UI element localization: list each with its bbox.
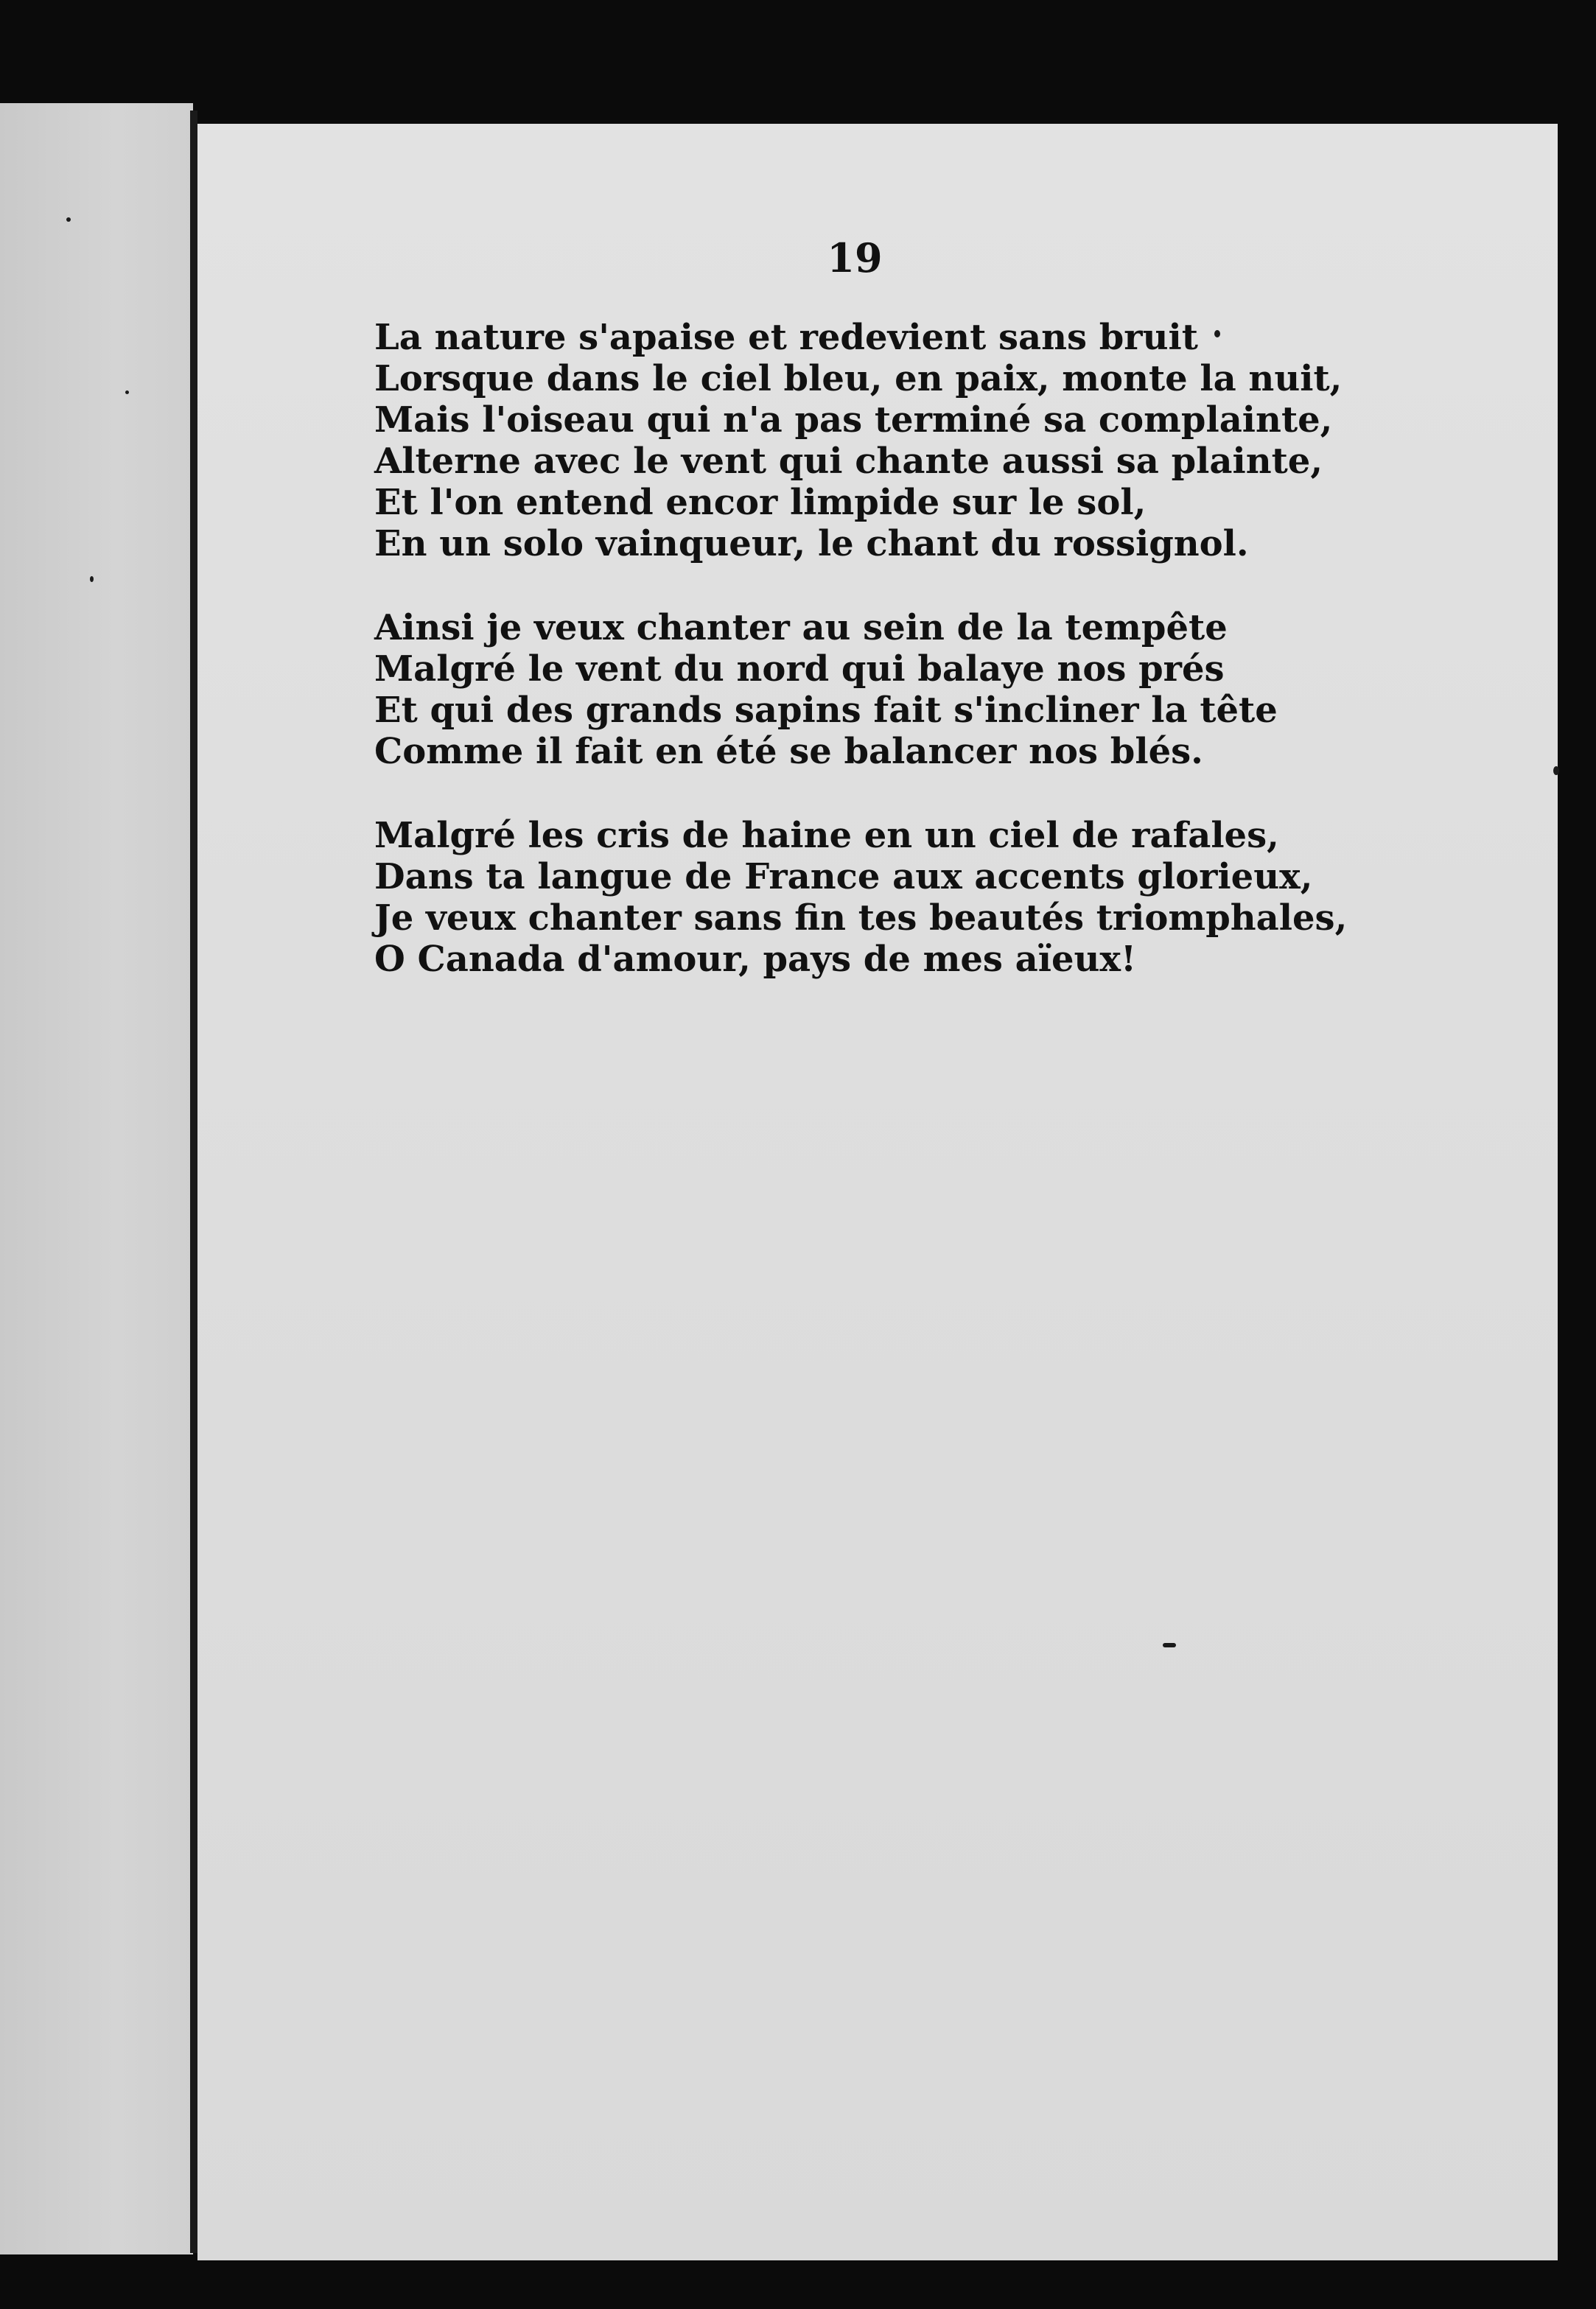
verse-line: Comme il fait en été se balancer nos blés.: [374, 731, 1203, 772]
verse-line: Et l'on entend encor limpide sur le sol,: [374, 482, 1147, 523]
verse-line: O Canada d'amour, pays de mes aïeux!: [374, 939, 1137, 980]
stanza-2: [374, 607, 1303, 772]
verse-line: Malgré le vent du nord qui balaye nos prés: [374, 648, 1225, 690]
page-number: 19: [827, 234, 883, 281]
verse-line: Ainsi je veux chanter au sein de la tempête: [374, 607, 1228, 648]
verse-line: En un solo vainqueur, le chant du rossignol.: [374, 523, 1249, 564]
poem: [374, 317, 1348, 1023]
verse-line: Alterne avec le vent qui chante aussi sa plainte,: [374, 441, 1323, 482]
verse-line: La nature s'apaise et redevient sans bruit: [374, 317, 1198, 358]
scan-speck: [1163, 1643, 1176, 1647]
scan-speck: [1553, 766, 1559, 775]
facing-page-edge: [0, 103, 193, 2254]
verse-line: Lorsque dans le ciel bleu, en paix, monte la nuit,: [374, 358, 1343, 399]
verse-line: Je veux chanter sans fin tes beautés triomphales,: [374, 897, 1348, 939]
page-right-edge: [1558, 118, 1596, 2269]
verse-line: Mais l'oiseau qui n'a pas terminé sa complainte,: [374, 399, 1333, 441]
book-binding: [190, 111, 197, 2253]
scan-speck: [125, 390, 129, 394]
verse-line: Et qui des grands sapins fait s'incliner la tête: [374, 690, 1278, 731]
stanza-1: [374, 317, 1343, 564]
stanza-3: [374, 815, 1348, 980]
scan-speck: [1214, 330, 1220, 337]
scan-speck: [66, 217, 71, 222]
scan-speck: [90, 576, 94, 582]
verse-line: Malgré les cris de haine en un ciel de rafales,: [374, 815, 1279, 856]
verse-line: Dans ta langue de France aux accents glorieux,: [374, 856, 1313, 897]
